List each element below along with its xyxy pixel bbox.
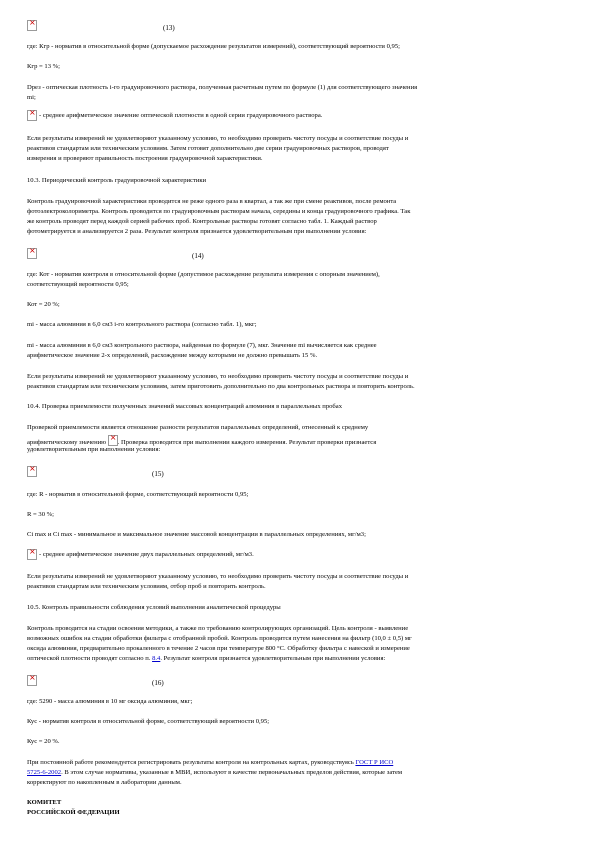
fail-15-line-2: реактивов стандартам или техническим условиям, отбор проб и повторить контроль. — [27, 583, 266, 590]
final-line-1 — [27, 758, 572, 769]
gost-link-number[interactable]: 5725-6-2002 — [27, 769, 62, 776]
section-10-4-p1-line-3: удовлетворительным при выполнении условия: — [27, 446, 161, 453]
fail-15-line-1: Если результаты измерений не удовлетворяют указанному условию, то необходимо проверить чистоту посуды и соответствие посуды и — [27, 573, 409, 580]
avg-2-line: - среднее арифметическое значение двух параллельных определений, мг/м3. — [39, 551, 254, 558]
footer-line-1: КОМИТЕТ — [27, 799, 62, 806]
section-10-4-p1-line-1: Проверкой приемлемости является отношение разности результатов параллельных определений, отнесенный к среднему — [27, 424, 369, 431]
section-10-3-p1-line-1: Контроль градуировочной характеристики проводится не реже одного раза в квартал, а так же при смене реактивов, после ремонта — [27, 198, 397, 205]
formula-13-where: где: Кгр - норматив в относительной форме (допускаемое расхождение результатов измерений), соответствующий вероятности 0,95; — [27, 43, 400, 50]
section-10-3-p1-line-2: фотоэлектроколориметра. Контроль проводится по градуировочным растворам начала, середины и конца градуировочного графика. Так — [27, 208, 411, 215]
section-10-5-p1-line-4-text: оптической плотности проводят согласно п. — [27, 655, 153, 662]
section-10-5-p1-line-3: оксида алюминия, предварительно прокаленного в течение 2 часов при температуре 800 °С. Обработку фильтра с навеской и измерение — [27, 645, 410, 652]
formula-16-where: где: 5290 - масса алюминия в 10 мг оксида алюминия, мкг; — [27, 698, 193, 705]
formula-13-image-icon — [27, 20, 37, 31]
section-10-3-heading: 10.3. Периодический контроль градуировочной характеристики — [27, 177, 207, 184]
formula-14-where-1: где: Кот - норматив контроля в относительной форме (допустимое расхождение результата измерения с опорным значением), — [27, 271, 380, 278]
formula-16-number: (16) — [152, 679, 164, 687]
section-10-5-p1-line-1: Контроль проводится на стадии освоения методики, а также по требованию контролирующих организаций. Цель контроля - выявление — [27, 625, 409, 632]
section-10-5-p1-line-4-tail: . Результат контроля признается удовлетворительным при выполнении условия: — [160, 655, 386, 662]
r-value: R = 30 %; — [27, 511, 54, 518]
clause-8-4-link[interactable]: 8.4 — [152, 655, 161, 662]
section-10-4-heading: 10.4. Проверка приемлемости полученных значений массовых концентраций алюминия в параллельных пробах — [27, 403, 342, 410]
formula-13-number: (13) — [163, 24, 175, 32]
fail-14-line-1: Если результаты измерений не удовлетворяют указанному условию, то необходимо проверить чистоту посуды и соответствие посуды и — [27, 373, 409, 380]
formula-14-where-2: соответствующий вероятности 0,95; — [27, 281, 129, 288]
fail-13-line-2: реактивов стандартам или техническим условиям. Затем готовят дополнительно две серии градуировочных растворов, проводят — [27, 145, 389, 152]
avg-2-image-icon — [27, 549, 37, 560]
fail-14-line-2: реактивов стандартам или техническим условиям, затем приготовить дополнительно по два контрольных раствора и повторить контроль. — [27, 383, 415, 390]
mi-line: mi - масса алюминия в 6,0 см3 i-го контрольного раствора (согласно табл. 1), мкг; — [27, 321, 257, 328]
kyc-value: Кус = 20 %. — [27, 738, 60, 745]
avg-symbol-image-icon — [27, 110, 37, 121]
formula-14-number: (14) — [192, 252, 204, 260]
formula-15-number: (15) — [152, 470, 164, 478]
section-10-5-p1-line-2: возможных ошибок на стадии обработки фильтра с отобранной пробой. Контроль проводится путем нанесения на фильтр (10,0 ± 0,5) мг — [27, 635, 412, 642]
final-line-3: корректируют по накопленным в лаборатории данным. — [27, 779, 182, 786]
dpre-line-1: Dрез - оптическая плотность i-го градуировочного раствора, полученная расчетным путем по формуле (1) для соответствующего значения — [27, 84, 418, 91]
cmax-line: Ci max и Ci max - минимальное и максимальное значение массовой концентрации в параллельных определениях, мг/м3; — [27, 531, 366, 538]
section-10-4-p1-line-2b: . Проверка проводится при выполнении каждого измерения. Результат проверки признается — [117, 439, 377, 446]
gost-link[interactable]: ГОСТ Р ИСО — [355, 759, 394, 766]
final-line-2 — [27, 768, 572, 779]
kot-value: Кот = 20 %; — [27, 301, 60, 308]
formula-13-value: Кгр = 13 %; — [27, 63, 60, 70]
section-10-4-p1-line-2a: арифметическому значению — [27, 439, 108, 446]
dpre-line-2: mi; — [27, 94, 36, 101]
footer-line-2: РОССИЙСКОЙ ФЕДЕРАЦИИ — [27, 809, 120, 816]
avg-line: - среднее арифметическое значение оптической плотности в одной серии градуировочного раствора. — [39, 112, 323, 119]
formula-15-image-icon — [27, 466, 37, 477]
kyc-line: Кус - норматив контроля в относительной форме, соответствующий вероятности 0,95; — [27, 718, 270, 725]
formula-14-image-icon — [27, 248, 37, 259]
section-10-5-heading: 10.5. Контроль правильности соблюдения условий выполнения аналитической процедуры — [27, 604, 281, 611]
section-10-5-p1-line-4 — [27, 654, 572, 665]
mt-line-1: mi - масса алюминия в 6,0 см3 контрольного раствора, найденная по формуле (7), мкг. Значение mi вычисляется как среднее — [27, 342, 377, 349]
mt-line-2: арифметическое значение 2-х определений, расхождение между которыми не должно превышать 15 %. — [27, 352, 318, 359]
final-line-1-text: При постоянной работе рекомендуется регистрировать результаты контроля на контрольных картах, руководствуясь — [27, 759, 356, 766]
fail-13-line-1: Если результаты измерений не удовлетворяют указанному условию, то необходимо проверить чистоту посуды и соответствие посуды и — [27, 135, 409, 142]
formula-16-image-icon — [27, 675, 37, 686]
final-line-2-text: . В этом случае нормативы, указанные в МВИ, используют в качестве первоначальных пределов действия, которые затем — [61, 769, 403, 776]
section-10-3-p1-line-3: же контроль проводят перед каждой серией рабочих проб. Контрольные растворы готовят согласно табл. 1. Каждый раствор — [27, 218, 377, 225]
section-10-3-p1-line-4: фотометрируется и анализируется 2 раза. Результат контроля признается удовлетворительным при выполнении условия: — [27, 228, 367, 235]
formula-15-where: где: R - норматив в относительной форме, соответствующий вероятности 0,95; — [27, 491, 249, 498]
fail-13-line-3: измерения и проверяют правильность построения градуировочной характеристики. — [27, 155, 263, 162]
